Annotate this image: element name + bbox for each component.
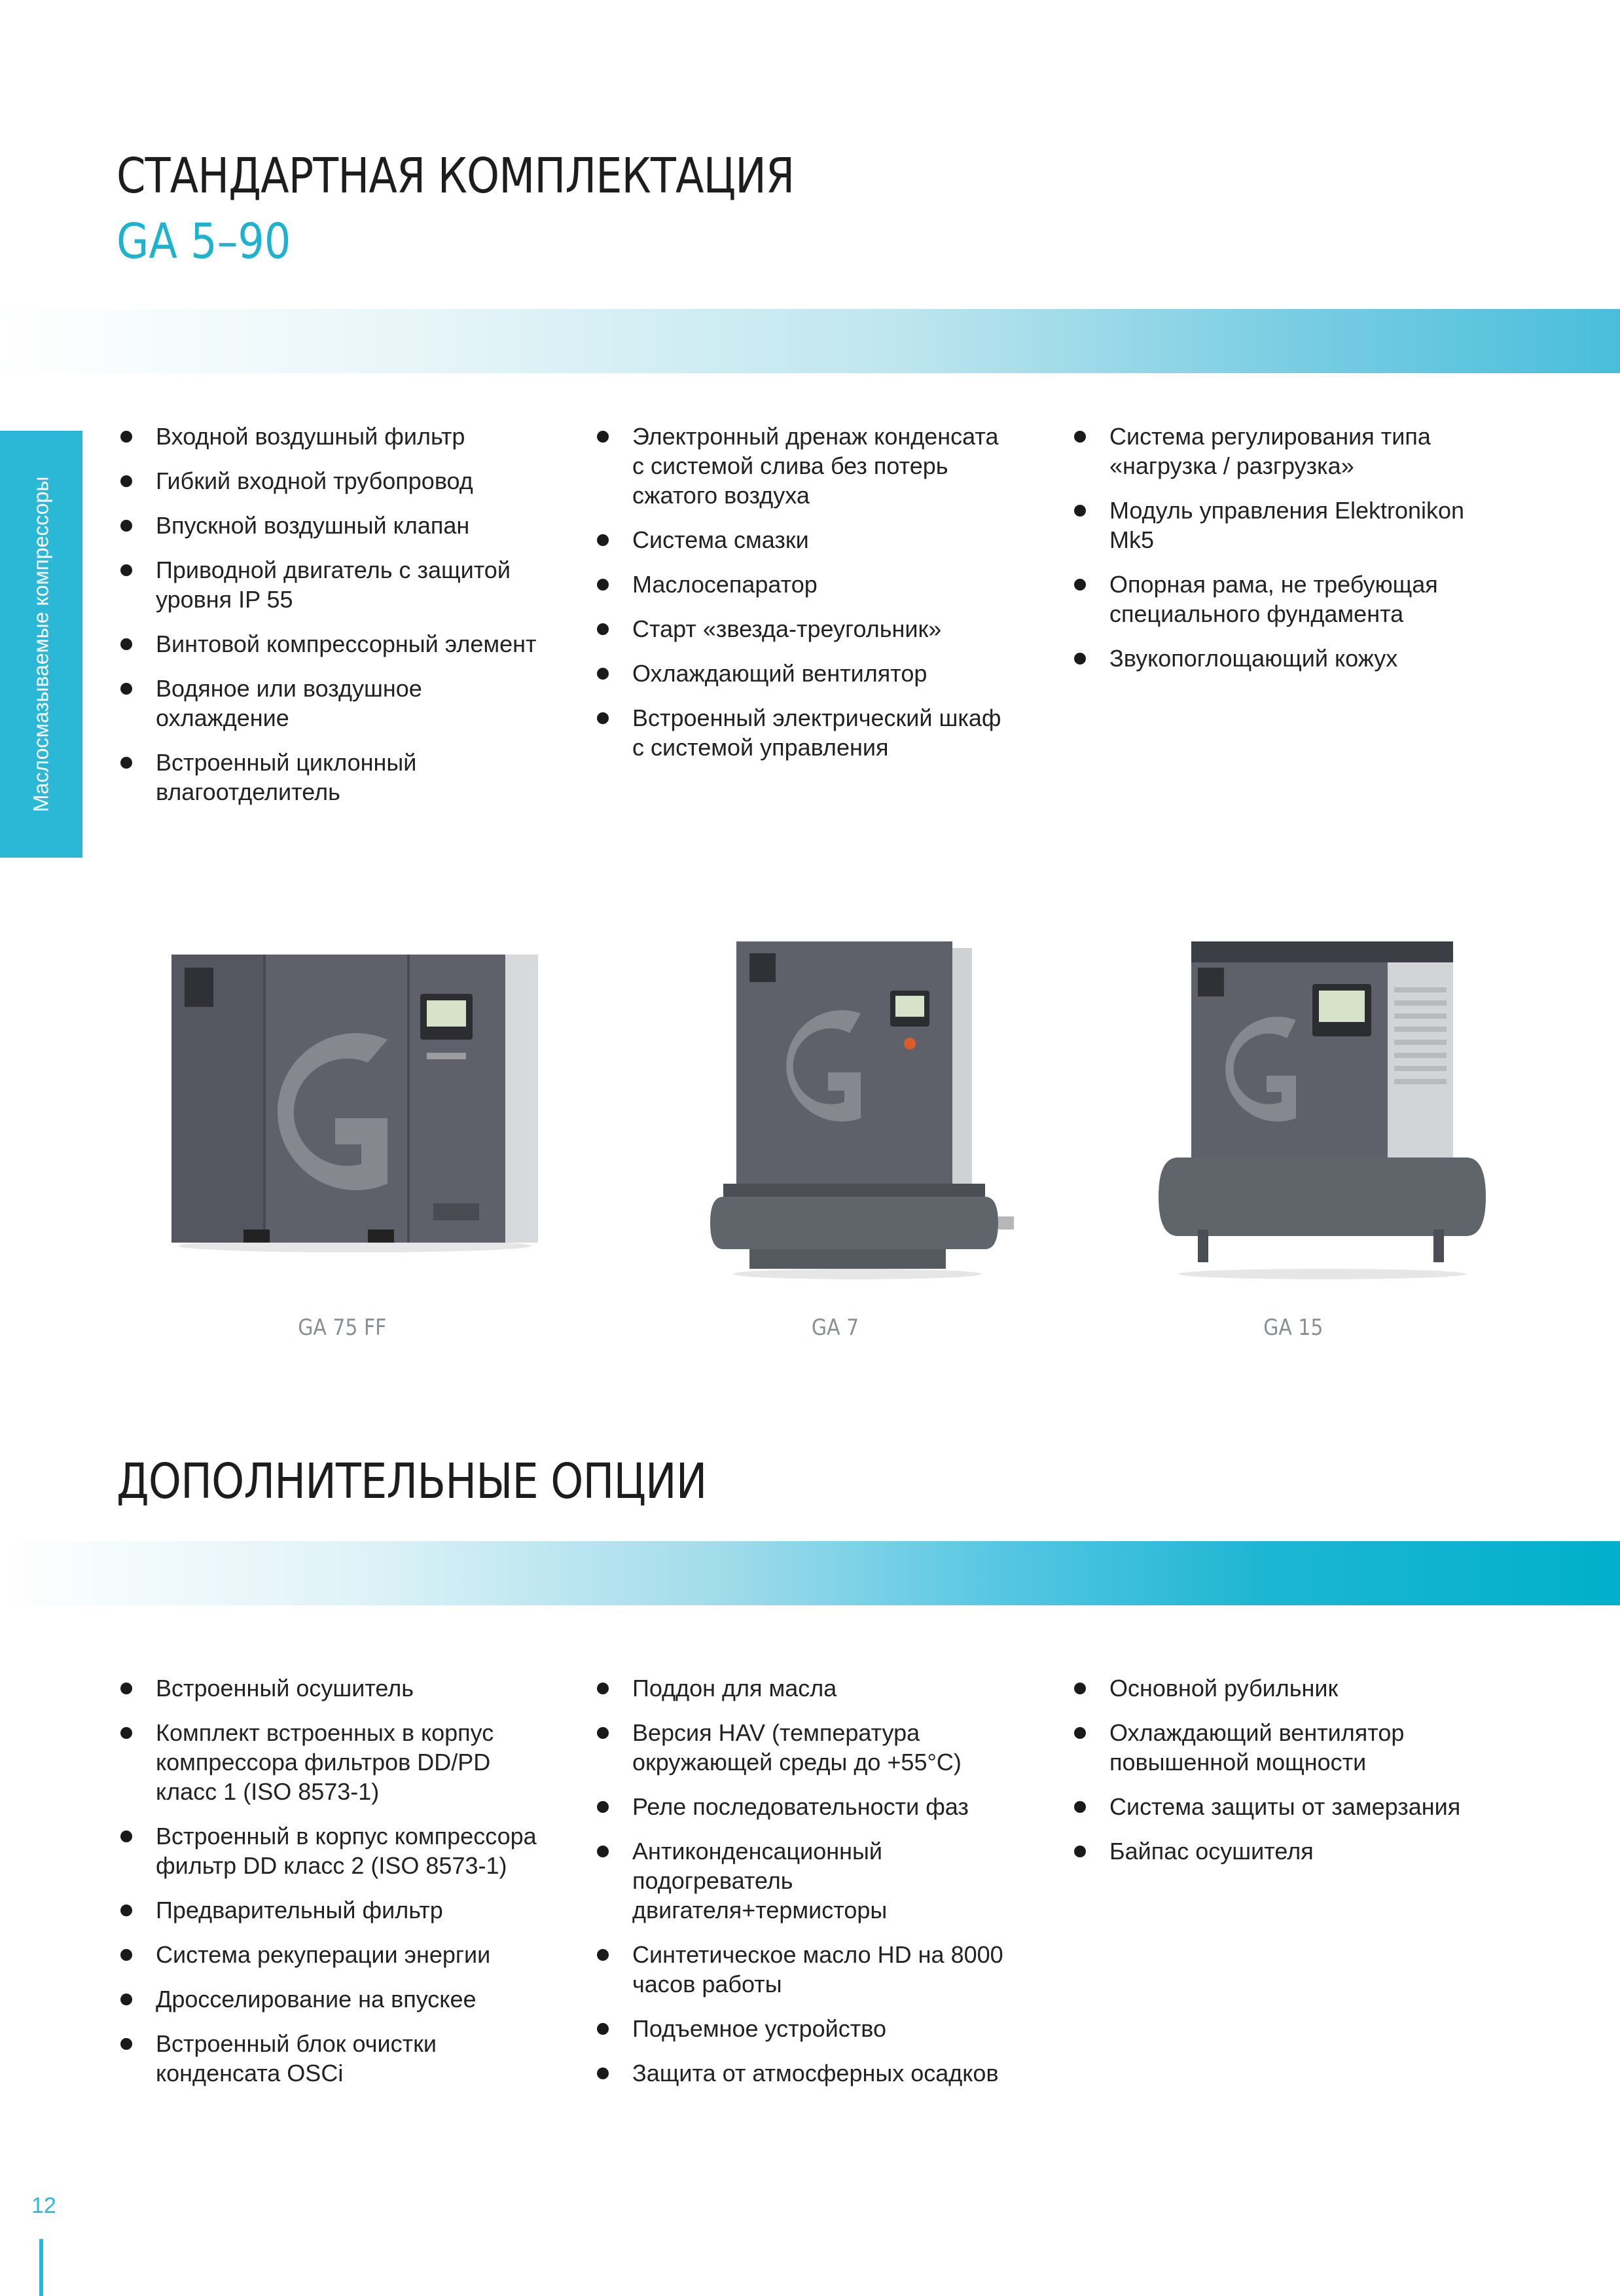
options-list-item: Реле последовательности фаз — [594, 1792, 1013, 1821]
options-list-item: Антиконденсационный подогреватель двигателя+термисторы — [594, 1836, 1013, 1925]
page-accent-line — [39, 2239, 43, 2296]
standard-list-item: Звукопоглощающий кожух — [1071, 644, 1490, 673]
options-list-item: Поддон для масла — [594, 1673, 1013, 1703]
standard-list-item: Система регулирования типа «нагрузка / разгрузка» — [1071, 422, 1490, 481]
compressor-cabinet-icon — [171, 948, 538, 1256]
product-caption-ga15: GA 15 — [1263, 1315, 1323, 1341]
standard-list-item: Старт «звезда-треугольник» — [594, 614, 1013, 644]
page-title: СТАНДАРТНАЯ КОМПЛЕКТАЦИЯ — [117, 148, 795, 204]
standard-list-col2 — [594, 422, 1013, 777]
standard-list-item: Охлаждающий вентилятор — [594, 659, 1013, 688]
options-list-col2 — [594, 1673, 1013, 2103]
product-caption-ga75ff: GA 75 FF — [298, 1315, 387, 1341]
compressor-tank-large-icon — [1159, 928, 1486, 1282]
options-list-col1 — [118, 1673, 537, 2103]
options-list-item: Защита от атмосферных осадков — [594, 2058, 1013, 2088]
standard-list-col1 — [118, 422, 537, 822]
page-number: 12 — [31, 2193, 56, 2218]
page-subtitle: GA 5–90 — [117, 213, 291, 270]
options-list-item: Встроенный блок очистки конденсата OSCi — [118, 2029, 537, 2088]
options-list-item: Комплект встроенных в корпус компрессора фильтров DD/PD класс 1 (ISO 8573-1) — [118, 1718, 537, 1806]
standard-list-item: Винтовой компрессорный элемент — [118, 629, 537, 659]
side-tab-label: Маслосмазываемые компрессоры — [29, 476, 53, 812]
standard-list-item: Система смазки — [594, 525, 1013, 555]
product-caption-ga7: GA 7 — [811, 1315, 859, 1341]
options-list-item: Охлаждающий вентилятор повышенной мощности — [1071, 1718, 1490, 1777]
options-list-item: Синтетическое масло HD на 8000 часов работы — [594, 1940, 1013, 1999]
options-list-item: Встроенный в корпус компрессора фильтр DD класс 2 (ISO 8573-1) — [118, 1821, 537, 1880]
standard-list-item: Водяное или воздушное охлаждение — [118, 674, 537, 733]
header-gradient-band — [0, 309, 1620, 373]
options-title: ДОПОЛНИТЕЛЬНЫЕ ОПЦИИ — [117, 1453, 707, 1510]
standard-list-item: Впускной воздушный клапан — [118, 511, 537, 540]
standard-list-item: Входной воздушный фильтр — [118, 422, 537, 451]
standard-list-item: Встроенный циклонный влагоотделитель — [118, 748, 537, 807]
options-list-item: Подъемное устройство — [594, 2014, 1013, 2043]
options-gradient-band — [0, 1541, 1620, 1605]
compressor-tank-small-icon — [710, 928, 1018, 1282]
standard-list-item: Маслосепаратор — [594, 570, 1013, 599]
options-list-item: Предварительный фильтр — [118, 1895, 537, 1925]
options-list-item: Встроенный осушитель — [118, 1673, 537, 1703]
standard-list-item: Встроенный электрический шкаф с системой управления — [594, 703, 1013, 762]
standard-list-item: Опорная рама, не требующая специального фундамента — [1071, 570, 1490, 629]
options-list-item: Основной рубильник — [1071, 1673, 1490, 1703]
options-list-col3 — [1071, 1673, 1490, 1881]
options-list-item: Система защиты от замерзания — [1071, 1792, 1490, 1821]
standard-list-item: Приводной двигатель с защитой уровня IP 55 — [118, 555, 537, 614]
standard-list-col3 — [1071, 422, 1490, 688]
options-list-item: Система рекуперации энергии — [118, 1940, 537, 1969]
standard-list-item: Модуль управления Elektronikon Mk5 — [1071, 496, 1490, 555]
options-list-item: Версия HAV (температура окружающей среды до +55°C) — [594, 1718, 1013, 1777]
options-list-item: Байпас осушителя — [1071, 1836, 1490, 1866]
standard-list-item: Электронный дренаж конденсата с системой слива без потерь сжатого воздуха — [594, 422, 1013, 510]
options-list-item: Дросселирование на впускее — [118, 1984, 537, 2014]
standard-list-item: Гибкий входной трубопровод — [118, 466, 537, 496]
